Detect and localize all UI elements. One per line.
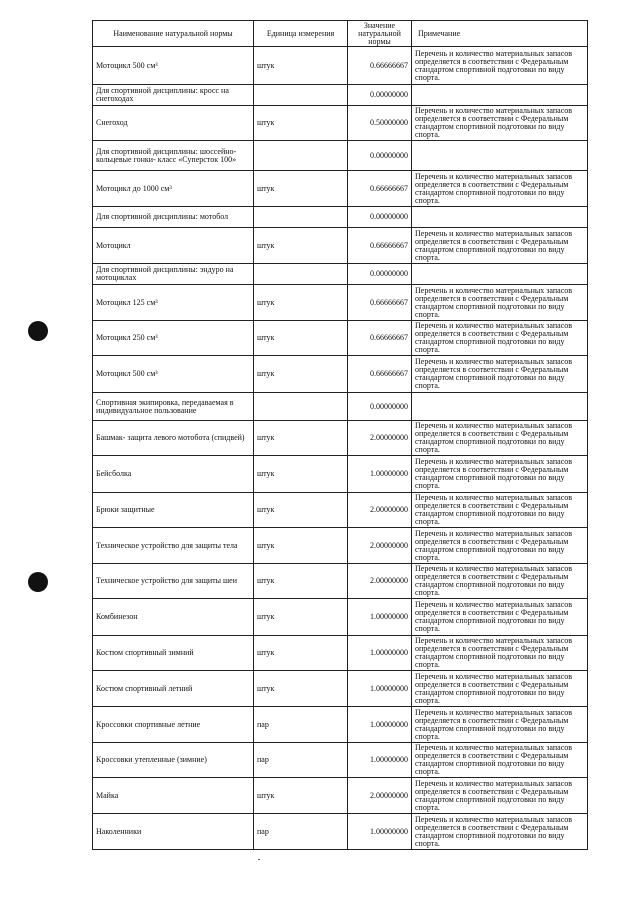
punch-hole-mark [28,321,48,341]
row-name-cell: Для спортивной дисциплины: шоссейно-кольцевые гонки- класс «Суперсток 100» [93,141,254,171]
header-unit: Единица измерения [254,21,348,47]
row-value-cell: 1.00000000 [348,743,412,778]
header-row [93,21,588,47]
row-value-cell: 0.66666667 [348,321,412,356]
row-name-cell: Для спортивной дисциплины: эндуро на мотоциклах [93,264,254,285]
header-value: Значение натуральной нормы [348,21,412,47]
row-note-cell: Перечень и количество материальных запасов определяется в соответствии с Федеральным стандартом спортивной подготовки по виду спорта. [412,47,588,85]
row-name-cell: Комбинезон [93,599,254,636]
row-unit-cell: штук [254,106,348,141]
row-value-cell: 2.00000000 [348,564,412,599]
row-unit-cell: штук [254,356,348,393]
table-row [93,671,588,707]
row-unit-cell: штук [254,599,348,636]
row-name-cell: Кроссовки спортивные летние [93,707,254,743]
table-row [93,599,588,636]
row-name-cell: Бейсболка [93,456,254,493]
row-value-cell: 0.00000000 [348,141,412,171]
row-value-cell: 0.66666667 [348,171,412,207]
row-name-cell: Для спортивной дисциплины: мотобол [93,207,254,228]
row-value-cell: 0.00000000 [348,264,412,285]
row-unit-cell [254,393,348,421]
scan-speck [258,859,260,860]
row-name-cell: Техническое устройство для защиты тела [93,528,254,564]
row-name-cell: Наколенники [93,814,254,850]
table-row [93,171,588,207]
row-unit-cell: штук [254,285,348,321]
row-value-cell: 2.00000000 [348,778,412,814]
punch-hole-mark [28,572,48,592]
table-row [93,421,588,456]
table-row [93,564,588,599]
row-value-cell: 2.00000000 [348,421,412,456]
row-value-cell: 2.00000000 [348,528,412,564]
table-row [93,743,588,778]
row-note-cell: Перечень и количество материальных запасов определяется в соответствии с Федеральным стандартом спортивной подготовки по виду спорта. [412,599,588,636]
table-row [93,106,588,141]
table-row [93,85,588,106]
table-row [93,528,588,564]
row-note-cell: Перечень и количество материальных запасов определяется в соответствии с Федеральным стандартом спортивной подготовки по виду спорта. [412,636,588,671]
row-unit-cell: штук [254,228,348,264]
row-name-cell: Мотоцикл до 1000 см³ [93,171,254,207]
row-unit-cell [254,264,348,285]
header-note: Примечание [412,21,588,47]
row-note-cell [412,264,588,285]
row-name-cell: Для спортивной дисциплины: кросс на снегоходах [93,85,254,106]
row-note-cell [412,207,588,228]
row-name-cell: Мотоцикл 250 см³ [93,321,254,356]
row-value-cell: 0.00000000 [348,393,412,421]
row-value-cell: 2.00000000 [348,493,412,528]
table-row [93,493,588,528]
row-unit-cell [254,85,348,106]
row-name-cell: Мотоцикл 500 см³ [93,356,254,393]
row-unit-cell: штук [254,778,348,814]
row-note-cell: Перечень и количество материальных запасов определяется в соответствии с Федеральным стандартом спортивной подготовки по виду спорта. [412,321,588,356]
row-name-cell: Майка [93,778,254,814]
row-note-cell: Перечень и количество материальных запасов определяется в соответствии с Федеральным стандартом спортивной подготовки по виду спорта. [412,707,588,743]
row-unit-cell: штук [254,636,348,671]
row-name-cell: Кроссовки утепленные (зимние) [93,743,254,778]
row-note-cell: Перечень и количество материальных запасов определяется в соответствии с Федеральным стандартом спортивной подготовки по виду спорта. [412,671,588,707]
row-note-cell: Перечень и количество материальных запасов определяется в соответствии с Федеральным стандартом спортивной подготовки по виду спорта. [412,564,588,599]
row-unit-cell: штук [254,171,348,207]
table-row [93,141,588,171]
table-row [93,814,588,850]
table-row [93,707,588,743]
row-unit-cell: штук [254,321,348,356]
table-row [93,285,588,321]
row-value-cell: 0.66666667 [348,285,412,321]
table-row [93,456,588,493]
row-note-cell: Перечень и количество материальных запасов определяется в соответствии с Федеральным стандартом спортивной подготовки по виду спорта. [412,814,588,850]
row-note-cell: Перечень и количество материальных запасов определяется в соответствии с Федеральным стандартом спортивной подготовки по виду спорта. [412,228,588,264]
row-value-cell: 0.50000000 [348,106,412,141]
row-unit-cell: штук [254,493,348,528]
row-name-cell: Техническое устройство для защиты шеи [93,564,254,599]
row-note-cell: Перечень и количество материальных запасов определяется в соответствии с Федеральным стандартом спортивной подготовки по виду спорта. [412,421,588,456]
header-name: Наименование натуральной нормы [93,21,254,47]
row-unit-cell: штук [254,528,348,564]
row-note-cell: Перечень и количество материальных запасов определяется в соответствии с Федеральным стандартом спортивной подготовки по виду спорта. [412,356,588,393]
row-unit-cell: штук [254,421,348,456]
row-value-cell: 0.66666667 [348,47,412,85]
row-name-cell: Брюки защитные [93,493,254,528]
row-name-cell: Снегоход [93,106,254,141]
row-note-cell [412,85,588,106]
row-unit-cell: пар [254,814,348,850]
row-value-cell: 1.00000000 [348,707,412,743]
row-value-cell: 1.00000000 [348,599,412,636]
norms-table [92,20,588,850]
row-note-cell: Перечень и количество материальных запасов определяется в соответствии с Федеральным стандартом спортивной подготовки по виду спорта. [412,528,588,564]
row-value-cell: 0.66666667 [348,356,412,393]
table-row [93,264,588,285]
row-note-cell: Перечень и количество материальных запасов определяется в соответствии с Федеральным стандартом спортивной подготовки по виду спорта. [412,106,588,141]
row-note-cell: Перечень и количество материальных запасов определяется в соответствии с Федеральным стандартом спортивной подготовки по виду спорта. [412,171,588,207]
row-unit-cell: штук [254,456,348,493]
row-value-cell: 1.00000000 [348,456,412,493]
row-unit-cell [254,141,348,171]
table-header [93,21,588,47]
row-unit-cell [254,207,348,228]
row-unit-cell: пар [254,707,348,743]
row-name-cell: Костюм спортивный зимний [93,636,254,671]
row-value-cell: 1.00000000 [348,636,412,671]
table-row [93,228,588,264]
row-note-cell: Перечень и количество материальных запасов определяется в соответствии с Федеральным стандартом спортивной подготовки по виду спорта. [412,456,588,493]
row-note-cell: Перечень и количество материальных запасов определяется в соответствии с Федеральным стандартом спортивной подготовки по виду спорта. [412,743,588,778]
table-body [93,47,588,850]
row-note-cell [412,141,588,171]
row-note-cell: Перечень и количество материальных запасов определяется в соответствии с Федеральным стандартом спортивной подготовки по виду спорта. [412,285,588,321]
row-name-cell: Мотоцикл 500 см³ [93,47,254,85]
row-value-cell: 0.00000000 [348,85,412,106]
row-note-cell: Перечень и количество материальных запасов определяется в соответствии с Федеральным стандартом спортивной подготовки по виду спорта. [412,778,588,814]
row-name-cell: Мотоцикл 125 см³ [93,285,254,321]
row-value-cell: 0.66666667 [348,228,412,264]
table-row [93,356,588,393]
row-name-cell: Башмак- защита левого мотобота (спидвей) [93,421,254,456]
row-note-cell [412,393,588,421]
row-name-cell: Костюм спортивный летний [93,671,254,707]
table-row [93,207,588,228]
row-unit-cell: штук [254,671,348,707]
table-row [93,393,588,421]
row-note-cell: Перечень и количество материальных запасов определяется в соответствии с Федеральным стандартом спортивной подготовки по виду спорта. [412,493,588,528]
row-value-cell: 1.00000000 [348,671,412,707]
row-value-cell: 0.00000000 [348,207,412,228]
row-value-cell: 1.00000000 [348,814,412,850]
table-row [93,636,588,671]
table-row [93,778,588,814]
row-unit-cell: штук [254,564,348,599]
row-name-cell: Спортивная экипировка, передаваемая в индивидуальное пользование [93,393,254,421]
row-unit-cell: пар [254,743,348,778]
row-unit-cell: штук [254,47,348,85]
table-row [93,321,588,356]
row-name-cell: Мотоцикл [93,228,254,264]
table-row [93,47,588,85]
